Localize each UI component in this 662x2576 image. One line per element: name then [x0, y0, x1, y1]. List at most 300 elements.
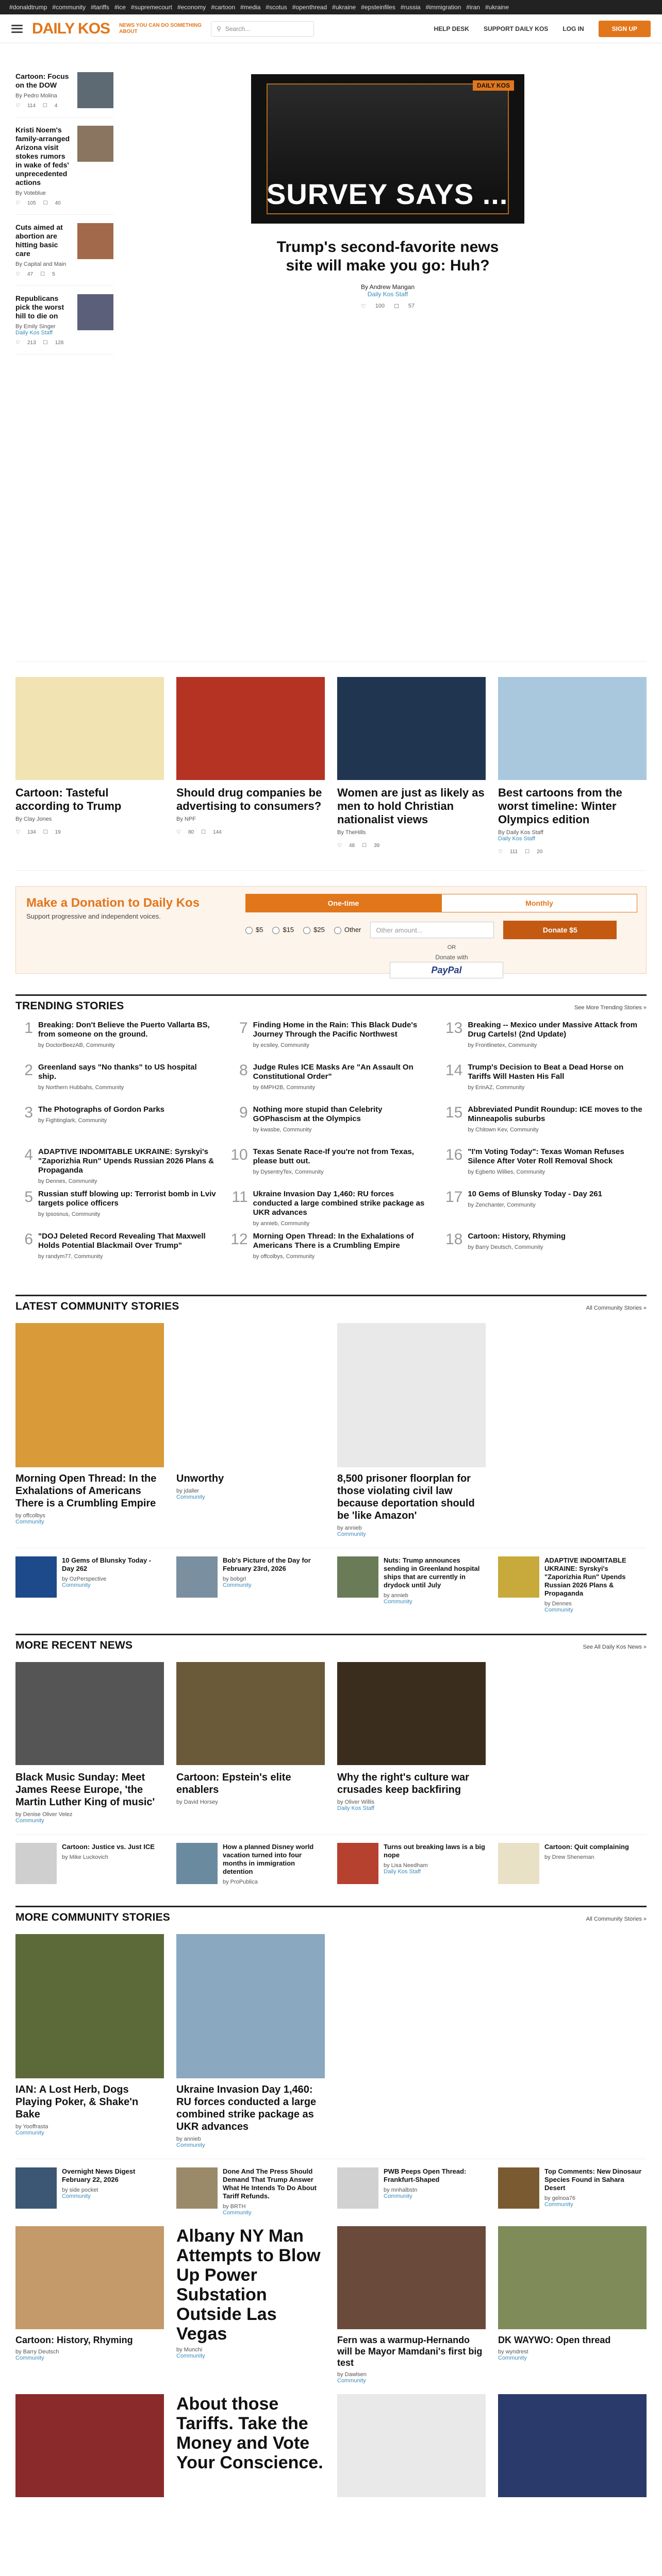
search-input[interactable]	[211, 21, 314, 37]
featured-card[interactable]	[337, 677, 486, 855]
recommend-count: 134	[27, 829, 36, 835]
featured-card[interactable]	[498, 677, 647, 855]
support-link[interactable]: SUPPORT DAILY KOS	[483, 25, 549, 32]
donate-onetime-tab[interactable]: One-time	[245, 894, 441, 912]
story-title[interactable]: Bob's Picture of the Day for February 23rd, 2026	[223, 1556, 311, 1572]
story-image[interactable]	[498, 1662, 647, 1765]
trending-author[interactable]: by randym77, Community	[38, 1253, 103, 1260]
story-thumbnail[interactable]	[15, 1843, 57, 1884]
story-title[interactable]: Top Comments: New Dinosaur Species Found in Sahara Desert	[544, 2167, 642, 2192]
story-thumbnail[interactable]	[77, 126, 113, 162]
hashtag-link[interactable]: #cartoon	[211, 4, 236, 11]
trending-author[interactable]: by Barry Deutsch, Community	[468, 1244, 543, 1250]
comment-icon[interactable]: ☐	[43, 340, 48, 346]
story-title[interactable]: Cartoon: History, Rhyming	[15, 2335, 133, 2345]
story-card[interactable]	[337, 1323, 486, 1537]
story-image[interactable]	[498, 2394, 647, 2497]
small-story[interactable]	[498, 2167, 647, 2216]
story-title[interactable]: Ukraine Invasion Day 1,460: RU forces conducted a large combined strike package as UKR advances	[176, 2084, 317, 2132]
trending-author[interactable]: by ecsiley, Community	[253, 1042, 309, 1048]
author-link[interactable]: by gelnoa76	[544, 2195, 575, 2201]
trending-title[interactable]: "DOJ Deleted Record Revealing That Maxwell Holds Potential Blackmail Over Trump"	[38, 1232, 206, 1250]
card-title[interactable]: Best cartoons from the worst timeline: Winter Olympics edition	[498, 786, 622, 826]
small-story[interactable]	[337, 1556, 486, 1613]
amount-option[interactable]: $25	[303, 926, 325, 934]
recommend-icon[interactable]: ♡	[337, 843, 342, 849]
trending-item[interactable]	[445, 1232, 647, 1274]
small-story[interactable]	[15, 2167, 164, 2216]
story-image[interactable]	[337, 2226, 486, 2329]
trending-title[interactable]: Nothing more stupid than Celebrity GOPhascism at the Olympics	[253, 1105, 383, 1123]
comment-icon[interactable]: ☐	[362, 843, 367, 849]
story-image[interactable]	[15, 2394, 164, 2497]
recommend-icon[interactable]: ♡	[360, 303, 366, 310]
recommend-count: 114	[27, 103, 36, 109]
byline	[544, 1854, 629, 1860]
hashtag-link[interactable]: #economy	[177, 4, 206, 11]
hashtag-link[interactable]: #tariffs	[91, 4, 109, 11]
story-image[interactable]	[15, 1323, 164, 1467]
search-icon: ⚲	[217, 25, 221, 32]
trending-title[interactable]: Texas Senate Race-If you're not from Texas, please butt out.	[253, 1147, 414, 1165]
story-card[interactable]	[176, 2226, 325, 2384]
author-link[interactable]: by Oliver Willis	[337, 1799, 375, 1805]
trending-item[interactable]	[445, 1063, 647, 1105]
left-story[interactable]	[15, 286, 113, 354]
trending-item[interactable]	[15, 1190, 217, 1232]
byline	[337, 2371, 486, 2384]
trending-author[interactable]: by Northern Hubbahs, Community	[38, 1084, 124, 1091]
story-card[interactable]	[337, 2394, 486, 2497]
trending-item[interactable]	[445, 1021, 647, 1063]
author-link[interactable]: by Dawlsen	[337, 2371, 367, 2378]
story-image[interactable]	[337, 1323, 486, 1467]
card-title[interactable]: Should drug companies be advertising to consumers?	[176, 786, 322, 812]
story-card[interactable]	[15, 2226, 164, 2384]
small-story[interactable]	[337, 1843, 486, 1885]
trending-author[interactable]: by DysentryTex, Community	[253, 1169, 324, 1175]
recommend-icon[interactable]: ♡	[15, 340, 20, 346]
trending-text	[253, 1063, 432, 1105]
trending-text	[38, 1190, 217, 1232]
more-community-heading: MORE COMMUNITY STORIES	[15, 1911, 170, 1923]
hero-stats	[361, 303, 415, 310]
story-thumbnail[interactable]	[15, 1556, 57, 1598]
story-thumbnail[interactable]	[498, 2167, 539, 2209]
author-role: Community	[62, 1582, 91, 1588]
story-title[interactable]: Cartoon: Justice vs. Just ICE	[62, 1843, 155, 1851]
author-link[interactable]: By Pedro Molina	[15, 93, 57, 99]
story-title[interactable]: Cartoon: Focus on the DOW	[15, 72, 69, 89]
trending-item[interactable]	[445, 1147, 647, 1190]
card-image[interactable]	[15, 677, 164, 780]
story-title[interactable]: Cartoon: Quit complaining	[544, 1843, 629, 1851]
author-link[interactable]: by offcolbys	[15, 1513, 45, 1519]
recommend-count: 48	[349, 843, 355, 849]
comment-count: 128	[55, 340, 64, 346]
card-image[interactable]	[498, 677, 647, 780]
author-link[interactable]: by ProPublica	[223, 1879, 258, 1885]
trending-item[interactable]	[15, 1063, 217, 1105]
trending-author[interactable]: by offcolbys, Community	[253, 1253, 315, 1260]
hero-title[interactable]: Trump's second-favorite news site will make you go: Huh?	[276, 239, 499, 274]
story-title[interactable]: DK WAYWO: Open thread	[498, 2335, 611, 2345]
trending-text	[468, 1147, 647, 1190]
story-thumbnail[interactable]	[176, 1556, 218, 1598]
search-placeholder: Search...	[225, 25, 250, 32]
author-role: Community	[15, 1818, 44, 1824]
author-link[interactable]: By Clay Jones	[15, 816, 52, 822]
story-image[interactable]	[15, 2226, 164, 2329]
hashtag-link[interactable]: #openthread	[292, 4, 327, 11]
trending-author[interactable]: by annieb, Community	[253, 1221, 310, 1227]
left-story[interactable]	[15, 215, 113, 286]
comment-count: 40	[55, 200, 61, 206]
hashtag-link[interactable]: #supremecourt	[130, 4, 172, 11]
hashtag-link[interactable]: #iran	[466, 4, 480, 11]
author-link[interactable]: by OzPerspective	[62, 1576, 107, 1582]
author-role: Community	[176, 2142, 205, 2148]
trending-item[interactable]	[445, 1190, 647, 1232]
trending-text	[38, 1063, 217, 1105]
trending-title[interactable]: Finding Home in the Rain: This Black Dude's Journey Through the Pacific Northwest	[253, 1021, 418, 1039]
story-card[interactable]	[15, 1934, 164, 2148]
left-story[interactable]	[15, 64, 113, 117]
trending-text	[38, 1147, 217, 1190]
trending-author[interactable]: by Fightinglark, Community	[38, 1117, 107, 1124]
donate-button[interactable]: Donate $5	[503, 921, 617, 939]
author-link[interactable]: by jdaller	[176, 1488, 200, 1494]
byline	[384, 1592, 486, 1605]
hero-author[interactable]: By Andrew Mangan	[360, 283, 415, 291]
card-image[interactable]	[337, 677, 486, 780]
trending-author[interactable]: by ErinAZ, Community	[468, 1084, 525, 1091]
story-card[interactable]	[498, 2394, 647, 2497]
hero-story[interactable]	[129, 64, 647, 661]
trending-author[interactable]: by kwasbe, Community	[253, 1127, 312, 1133]
story-title[interactable]: Nuts: Trump announces sending in Greenland hospital ships that are currently in drydock until July	[384, 1556, 480, 1589]
author-link[interactable]: by Barry Deutsch	[15, 2349, 59, 2355]
byline	[15, 816, 164, 822]
author-link[interactable]: by Denise Oliver Velez	[15, 1811, 73, 1818]
card-title[interactable]: Women are just as likely as men to hold Christian nationalist views	[337, 786, 485, 826]
story-thumbnail[interactable]	[337, 2167, 378, 2209]
story-title[interactable]: Unworthy	[176, 1473, 224, 1484]
trending-title[interactable]: Greenland says "No thanks" to US hospital ship.	[38, 1063, 197, 1081]
story-thumbnail[interactable]	[176, 2167, 218, 2209]
site-logo[interactable]: DAILY KOS	[32, 20, 110, 37]
author-link[interactable]: by Lisa Needham	[384, 1862, 428, 1869]
recommend-icon[interactable]: ♡	[15, 829, 20, 835]
story-image[interactable]	[498, 1323, 647, 1467]
trending-item[interactable]	[230, 1105, 432, 1147]
trending-rank: 2	[24, 1062, 33, 1079]
story-card[interactable]	[15, 1662, 164, 1824]
story-title[interactable]: Morning Open Thread: In the Exhalations of Americans There is a Crumbling Empire	[15, 1473, 157, 1509]
author-link[interactable]: By Daily Kos Staff	[498, 829, 543, 836]
story-stats	[15, 200, 72, 206]
story-image[interactable]	[176, 1323, 325, 1467]
author-link[interactable]: by annieb	[337, 1525, 362, 1531]
story-image[interactable]	[15, 1662, 164, 1765]
author-link[interactable]: By TheHills	[337, 829, 366, 836]
amount-option[interactable]: Other	[334, 926, 361, 934]
story-card[interactable]	[498, 1934, 647, 2148]
featured-card[interactable]	[15, 677, 164, 855]
author-link[interactable]: by Munchi	[176, 2347, 203, 2353]
comment-icon[interactable]: ☐	[394, 303, 399, 310]
trending-title[interactable]: Russian stuff blowing up: Terrorist bomb in Lviv targets police officers	[38, 1190, 216, 1208]
small-story[interactable]	[176, 1556, 325, 1613]
story-card[interactable]	[176, 1323, 325, 1537]
byline	[498, 829, 647, 842]
trending-author[interactable]: by Ipsosnus, Community	[38, 1211, 101, 1217]
recommend-icon[interactable]: ♡	[15, 272, 20, 277]
trending-author[interactable]: by Dennes, Community	[38, 1178, 97, 1184]
trending-text	[253, 1105, 432, 1147]
author-link[interactable]: by BRTH	[223, 2204, 246, 2210]
author-link[interactable]: by side pocket	[62, 2187, 98, 2193]
author-role: Community	[337, 1531, 366, 1537]
trending-title[interactable]: Abbreviated Pundit Roundup: ICE moves to the Minneapolis suburbs	[468, 1105, 642, 1123]
hero-byline	[361, 283, 415, 298]
hashtag-link[interactable]: #ice	[114, 4, 126, 11]
small-story[interactable]	[498, 1556, 647, 1613]
author-link[interactable]: by Mike Luckovich	[62, 1854, 108, 1860]
story-thumbnail[interactable]	[77, 294, 113, 330]
story-title[interactable]: Black Music Sunday: Meet James Reese Europe, 'the Martin Luther King of music'	[15, 1772, 155, 1808]
story-title[interactable]: About those Tariffs. Take the Money and Vote Your Conscience.	[176, 2394, 323, 2472]
help-desk-link[interactable]: HELP DESK	[434, 25, 469, 32]
story-thumbnail[interactable]	[337, 1843, 378, 1884]
story-title[interactable]: IAN: A Lost Herb, Dogs Playing Poker, & Shake'n Bake	[15, 2084, 139, 2120]
trending-rank: 11	[231, 1189, 248, 1206]
trending-item[interactable]	[15, 1105, 217, 1147]
trending-more-link[interactable]: See More Trending Stories »	[574, 1005, 647, 1011]
author-link[interactable]: By NPF	[176, 816, 196, 822]
trending-rank: 18	[445, 1231, 463, 1248]
hashtag-link[interactable]: #community	[52, 4, 86, 11]
trending-rank: 5	[24, 1189, 33, 1206]
author-role: Daily Kos Staff	[15, 330, 53, 336]
story-title[interactable]: PWB Peeps Open Thread: Frankfurt-Shaped	[384, 2167, 467, 2183]
story-title[interactable]: Overnight News Digest February 22, 2026	[62, 2167, 136, 2183]
comment-icon[interactable]: ☐	[525, 849, 530, 855]
trending-item[interactable]	[230, 1147, 432, 1190]
hashtag-link[interactable]: #ukraine	[485, 4, 509, 11]
author-link[interactable]: by Yooffrasta	[15, 2124, 48, 2130]
trending-title[interactable]: Breaking: Don't Believe the Puerto Vallarta BS, from someone on the ground.	[38, 1021, 210, 1039]
comment-icon[interactable]: ☐	[42, 103, 47, 109]
small-story[interactable]	[176, 2167, 325, 2216]
author-link[interactable]: by Dennes	[544, 1601, 572, 1607]
story-card[interactable]	[176, 1662, 325, 1824]
story-card[interactable]	[176, 2394, 325, 2497]
trending-title[interactable]: The Photographs of Gordon Parks	[38, 1105, 165, 1114]
story-title[interactable]: Republicans pick the worst hill to die on	[15, 294, 64, 320]
comment-icon[interactable]: ☐	[43, 200, 48, 206]
featured-card[interactable]	[176, 677, 325, 855]
story-thumbnail[interactable]	[337, 1556, 378, 1598]
trending-title[interactable]: Judge Rules ICE Masks Are "An Assault On Constitutional Order"	[253, 1063, 413, 1081]
story-image[interactable]	[176, 1934, 325, 2078]
hashtag-link[interactable]: #donaldtrump	[9, 4, 47, 11]
latest-community-more-link[interactable]: All Community Stories »	[586, 1305, 647, 1311]
comment-icon[interactable]: ☐	[43, 829, 48, 835]
recommend-icon[interactable]: ♡	[176, 829, 181, 835]
more-community-more-link[interactable]: All Community Stories »	[586, 1916, 647, 1922]
other-amount-input[interactable]: Other amount...	[370, 922, 494, 938]
author-link[interactable]: By Emily Singer	[15, 324, 56, 330]
author-link[interactable]: by David Horsey	[176, 1799, 218, 1805]
trending-author[interactable]: by Frontlinetex, Community	[468, 1042, 537, 1048]
author-link[interactable]: by Drew Sheneman	[544, 1854, 594, 1860]
author-role: Community	[337, 2378, 366, 2384]
left-story[interactable]	[15, 117, 113, 215]
author-link[interactable]: by annieb	[176, 2136, 201, 2142]
story-title[interactable]: How a planned Disney world vacation turned into four months in immigration detention	[223, 1843, 314, 1875]
story-thumbnail[interactable]	[77, 223, 113, 259]
story-title[interactable]: Fern was a warmup-Hernando will be Mayor Mamdani's first big test	[337, 2335, 483, 2368]
signup-button[interactable]: SIGN UP	[599, 21, 651, 37]
recommend-icon[interactable]: ♡	[15, 103, 20, 109]
trending-title[interactable]: Cartoon: History, Rhyming	[468, 1232, 566, 1241]
trending-item[interactable]	[230, 1232, 432, 1274]
hashtag-link[interactable]: #immigration	[425, 4, 461, 11]
trending-author[interactable]: by 6MPH2B, Community	[253, 1084, 316, 1091]
story-title[interactable]: Done And The Press Should Demand That Trump Answer What He Intends To Do About Tariff Refunds.	[223, 2167, 317, 2200]
recent-news-header	[15, 1634, 647, 1652]
story-image[interactable]	[498, 1934, 647, 2078]
comment-icon[interactable]: ☐	[40, 272, 45, 277]
story-card[interactable]	[176, 1934, 325, 2148]
trending-title[interactable]: "I'm Voting Today": Texas Woman Refuses Silence After Voter Roll Removal Shock	[468, 1147, 624, 1165]
story-title[interactable]: 10 Gems of Blunsky Today - Day 262	[62, 1556, 152, 1572]
trending-item[interactable]	[15, 1232, 217, 1274]
trending-author[interactable]: by Egberto Willies, Community	[468, 1169, 545, 1175]
trending-title[interactable]: Breaking -- Mexico under Massive Attack from Drug Cartels! (2nd Update)	[468, 1021, 638, 1039]
recommend-icon[interactable]: ♡	[15, 200, 20, 206]
small-story[interactable]	[15, 1556, 164, 1613]
small-story[interactable]	[498, 1843, 647, 1885]
amount-option[interactable]: $5	[245, 926, 263, 934]
story-title[interactable]: Albany NY Man Attempts to Blow Up Power Substation Outside Las Vegas	[176, 2226, 321, 2344]
trending-item[interactable]	[230, 1021, 432, 1063]
story-card[interactable]	[337, 2226, 486, 2384]
recommend-count: 80	[188, 829, 194, 835]
trending-title[interactable]: 10 Gems of Blunsky Today - Day 261	[468, 1190, 602, 1198]
trending-heading: TRENDING STORIES	[15, 1000, 124, 1012]
amount-option[interactable]: $15	[272, 926, 294, 934]
trending-author[interactable]: by DoctorBeezAB, Community	[38, 1042, 115, 1048]
recommend-icon[interactable]: ♡	[498, 849, 503, 855]
story-thumbnail[interactable]	[498, 1843, 539, 1884]
author-link[interactable]: by mnhalbstn	[384, 2187, 418, 2193]
author-role: Community	[384, 1599, 412, 1605]
author-link[interactable]: By Voteblue	[15, 190, 46, 196]
paypal-button[interactable]: PayPal	[390, 962, 503, 978]
story-thumbnail[interactable]	[77, 72, 113, 108]
trending-author[interactable]: by Zenchanter, Community	[468, 1202, 536, 1208]
story-title[interactable]: Kristi Noem's family-arranged Arizona visit stokes rumors in wake of feds' unprecedented actions	[15, 126, 70, 187]
story-title[interactable]: Turns out breaking laws is a big nope	[384, 1843, 485, 1859]
byline	[498, 2349, 647, 2361]
story-image[interactable]	[337, 1662, 486, 1765]
story-image[interactable]	[337, 1934, 486, 2078]
small-story[interactable]	[176, 1843, 325, 1885]
hero-recommend-count: 100	[375, 303, 385, 309]
trending-item[interactable]	[230, 1190, 432, 1232]
story-card[interactable]	[337, 1662, 486, 1824]
small-story[interactable]	[15, 1843, 164, 1885]
menu-icon[interactable]	[11, 25, 23, 33]
author-link[interactable]: by bobgrl	[223, 1576, 246, 1582]
byline	[544, 2195, 647, 2208]
card-image[interactable]	[176, 677, 325, 780]
story-image[interactable]	[176, 1662, 325, 1765]
hashtag-link[interactable]: #epsteinfiles	[361, 4, 395, 11]
trending-item[interactable]	[15, 1021, 217, 1063]
author-link[interactable]: by annieb	[384, 1592, 408, 1599]
hero-comment-count: 57	[408, 303, 415, 309]
story-title[interactable]: Cartoon: Epstein's elite enablers	[176, 1772, 291, 1795]
story-title[interactable]: Cuts aimed at abortion are hitting basic care	[15, 223, 63, 258]
story-title[interactable]: 8,500 prisoner floorplan for those violating civil law because deportation should be 'like Amazon'	[337, 1473, 475, 1521]
story-thumbnail[interactable]	[15, 2167, 57, 2209]
author-link[interactable]: By Capital and Main	[15, 261, 67, 267]
story-image[interactable]	[337, 2394, 486, 2497]
story-card[interactable]	[498, 2226, 647, 2384]
story-thumbnail[interactable]	[498, 1556, 539, 1598]
trending-title[interactable]: Morning Open Thread: In the Exhalations of Americans There is a Crumbling Empire	[253, 1232, 414, 1250]
story-title[interactable]: ADAPTIVE INDOMITABLE UKRAINE: Syrskyi's "Zaporizhia Run" Upends Russian 2026 Plans & Propaganda	[544, 1556, 626, 1597]
story-card[interactable]	[498, 1662, 647, 1824]
trending-text	[253, 1190, 432, 1232]
story-card[interactable]	[337, 1934, 486, 2148]
trending-item[interactable]	[445, 1105, 647, 1147]
hashtag-link[interactable]: #scotus	[266, 4, 287, 11]
recent-news-more-link[interactable]: See All Daily Kos News »	[583, 1644, 647, 1650]
small-story[interactable]	[337, 2167, 486, 2216]
hashtag-link[interactable]: #russia	[400, 4, 421, 11]
trending-title[interactable]: ADAPTIVE INDOMITABLE UKRAINE: Syrskyi's "Zaporizhia Run" Upends Russian 2026 Plans & Propaganda	[38, 1147, 214, 1175]
story-card[interactable]	[498, 1323, 647, 1537]
author-link[interactable]: by wyndrest	[498, 2349, 528, 2355]
trending-item[interactable]	[15, 1147, 217, 1190]
trending-title[interactable]: Ukraine Invasion Day 1,460: RU forces conducted a large combined strike package as UKR advances	[253, 1190, 425, 1217]
story-stats	[498, 849, 647, 855]
story-image[interactable]	[15, 1934, 164, 2078]
hashtag-link[interactable]: #media	[240, 4, 261, 11]
donate-monthly-tab[interactable]: Monthly	[441, 894, 637, 912]
story-card[interactable]	[15, 1323, 164, 1537]
login-link[interactable]: LOG IN	[562, 25, 584, 32]
hero-section	[15, 43, 647, 662]
trending-item[interactable]	[230, 1063, 432, 1105]
card-title[interactable]: Cartoon: Tasteful according to Trump	[15, 786, 122, 812]
story-thumbnail[interactable]	[176, 1843, 218, 1884]
hero-image[interactable]	[251, 74, 524, 224]
comment-icon[interactable]: ☐	[201, 829, 206, 835]
trending-author[interactable]: by Chitown Kev, Community	[468, 1127, 539, 1133]
trending-title[interactable]: Trump's Decision to Beat a Dead Horse on Tariffs Will Hasten His Fall	[468, 1063, 624, 1081]
recent-news-small	[15, 1834, 647, 1885]
story-title[interactable]: Why the right's culture war crusades keep backfiring	[337, 1772, 469, 1795]
story-image[interactable]	[498, 2226, 647, 2329]
story-card[interactable]	[15, 2394, 164, 2497]
byline	[15, 1811, 164, 1824]
hashtag-link[interactable]: #ukraine	[332, 4, 356, 11]
